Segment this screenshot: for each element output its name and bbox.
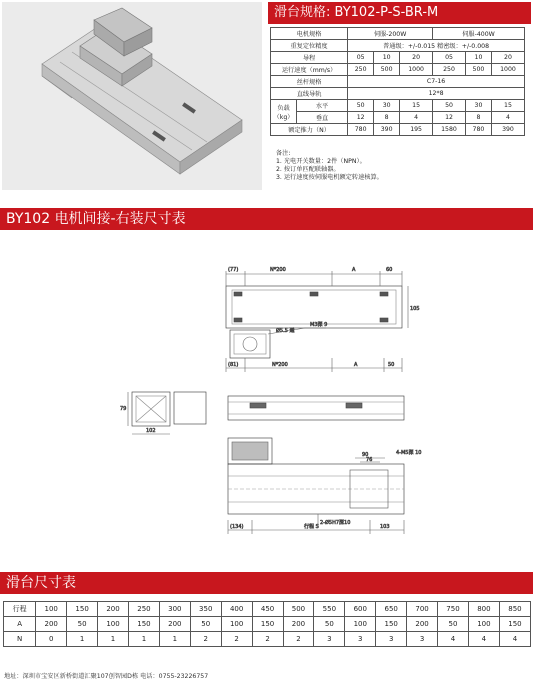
dim-pin: 2-Ø5H7深10 [320, 520, 351, 526]
horizontal-cell: 15 [400, 100, 433, 112]
dim-n200-bottom: N*200 [272, 362, 288, 368]
vertical-cell: 12 [433, 112, 466, 124]
table-cell: 850 [499, 602, 530, 617]
table-cell: 150 [499, 617, 530, 632]
dim-60: 60 [386, 267, 393, 273]
lead-cell: 20 [400, 52, 433, 64]
table-cell: 3 [314, 632, 345, 647]
vertical-cell: 4 [491, 112, 524, 124]
speed-cell: 500 [374, 64, 400, 76]
product-image [2, 2, 262, 190]
table-cell: 150 [67, 602, 98, 617]
table-cell: 100 [36, 602, 67, 617]
vertical-cell: 4 [400, 112, 433, 124]
speed-cell: 250 [348, 64, 374, 76]
speed-cell: 1000 [400, 64, 433, 76]
table-cell: 50 [314, 617, 345, 632]
vertical-label: 垂直 [297, 112, 348, 124]
table-cell: 250 [128, 602, 159, 617]
table-cell: 500 [283, 602, 314, 617]
dim-79: 79 [120, 406, 127, 412]
table-cell: 300 [159, 602, 190, 617]
dim-hole: Ø5.5 通 [276, 328, 295, 334]
horizontal-cell: 30 [465, 100, 491, 112]
note-line: 3. 运行速度按伺服电机额定转速核算。 [276, 174, 383, 181]
technical-drawing [100, 262, 440, 552]
dim-a-top: A [352, 267, 356, 273]
motor-400: 伺服-400W [433, 28, 525, 40]
thrust-cell: 780 [465, 124, 491, 136]
table-cell: 200 [407, 617, 438, 632]
dim-76: 76 [366, 457, 373, 463]
table-cell: 50 [190, 617, 221, 632]
dim-105: 105 [410, 306, 420, 312]
dim-m4: 4-M5深 10 [396, 450, 422, 456]
speed-label: 运行速度（mm/s） [271, 64, 348, 76]
table-cell: 200 [159, 617, 190, 632]
table-cell: 1 [98, 632, 129, 647]
table-cell: 3 [407, 632, 438, 647]
spec-title: 滑台规格: BY102-P-S-BR-M [268, 2, 531, 24]
dim-134: (134) [230, 524, 244, 530]
horizontal-cell: 50 [433, 100, 466, 112]
dim-103: 103 [380, 524, 390, 530]
lead-label: 导程 [271, 52, 348, 64]
table-cell: 3 [376, 632, 407, 647]
table-cell: 100 [98, 617, 129, 632]
horizontal-cell: 30 [374, 100, 400, 112]
table-row-n [4, 632, 531, 647]
table-cell: 200 [98, 602, 129, 617]
table-cell: 450 [252, 602, 283, 617]
section-title-slide-dimensions: 滑台尺寸表 [0, 572, 533, 594]
table-cell: 100 [345, 617, 376, 632]
table-cell: 150 [128, 617, 159, 632]
table-cell: 4 [499, 632, 530, 647]
table-cell: 2 [190, 632, 221, 647]
table-cell: 200 [283, 617, 314, 632]
vertical-cell: 8 [374, 112, 400, 124]
table-cell: 2 [221, 632, 252, 647]
guide-label: 直线导轨 [271, 88, 348, 100]
spec-table [270, 27, 525, 136]
horizontal-label: 水平 [297, 100, 348, 112]
dim-m3: M3深 9 [310, 322, 328, 328]
table-cell: 1 [128, 632, 159, 647]
vertical-cell: 12 [348, 112, 374, 124]
table-cell: 1 [159, 632, 190, 647]
table-row-stroke [4, 602, 531, 617]
footer-contact: 地址：深圳市宝安区新桥街道汇聚107创智园D栋 电话：0755-23226757 [4, 673, 209, 680]
note-line: 2. 按订单匹配联轴器。 [276, 166, 340, 173]
dim-81: (81) [228, 362, 239, 368]
lead-cell: 10 [465, 52, 491, 64]
lead-cell: 05 [348, 52, 374, 64]
screw-value: C7-16 [348, 76, 525, 88]
load-label: 负载（kg） [271, 100, 297, 124]
thrust-cell: 1580 [433, 124, 466, 136]
speed-cell: 1000 [491, 64, 524, 76]
dimension-table [3, 601, 531, 647]
notes-title: 备注: [276, 150, 291, 157]
thrust-cell: 195 [400, 124, 433, 136]
table-cell: 600 [345, 602, 376, 617]
table-cell: 750 [438, 602, 469, 617]
table-cell: 100 [221, 617, 252, 632]
table-cell: 3 [345, 632, 376, 647]
dim-50: 50 [388, 362, 395, 368]
table-cell: 4 [438, 632, 469, 647]
table-cell: 550 [314, 602, 345, 617]
dim-90: 90 [362, 452, 369, 458]
table-cell: 150 [376, 617, 407, 632]
dim-77: (77) [228, 267, 239, 273]
repeat-value: 普通级：+/-0.015 精密级：+/-0.008 [348, 40, 525, 52]
vertical-cell: 8 [465, 112, 491, 124]
horizontal-cell: 50 [348, 100, 374, 112]
table-cell: 0 [36, 632, 67, 647]
table-cell: 200 [36, 617, 67, 632]
table-cell: 50 [438, 617, 469, 632]
lead-cell: 10 [374, 52, 400, 64]
table-cell: 行程 [4, 602, 36, 617]
table-cell: 650 [376, 602, 407, 617]
dim-n200-top: N*200 [270, 267, 286, 273]
lead-cell: 05 [433, 52, 466, 64]
table-cell: 800 [468, 602, 499, 617]
repeat-label: 重复定位精度 [271, 40, 348, 52]
note-line: 1. 光电开关数量：2件（NPN）。 [276, 158, 366, 165]
horizontal-cell: 15 [491, 100, 524, 112]
screw-label: 丝杆规格 [271, 76, 348, 88]
dim-a-bottom: A [354, 362, 358, 368]
table-cell: 150 [252, 617, 283, 632]
table-cell: 350 [190, 602, 221, 617]
thrust-cell: 780 [348, 124, 374, 136]
table-cell: 50 [67, 617, 98, 632]
speed-cell: 500 [465, 64, 491, 76]
dim-102: 102 [146, 428, 156, 434]
table-cell: 100 [468, 617, 499, 632]
thrust-label: 额定推力（N） [271, 124, 348, 136]
lead-cell: 20 [491, 52, 524, 64]
motor-200: 伺服-200W [348, 28, 433, 40]
thrust-cell: 390 [491, 124, 524, 136]
table-cell: 400 [221, 602, 252, 617]
table-row-a [4, 617, 531, 632]
speed-cell: 250 [433, 64, 466, 76]
dim-stroke: 行程 S [304, 524, 319, 530]
section-title-dimensions: BY102 电机间接-右装尺寸表 [0, 208, 533, 230]
table-cell: 700 [407, 602, 438, 617]
table-cell: N [4, 632, 36, 647]
table-cell: A [4, 617, 36, 632]
notes [276, 150, 383, 182]
motor-label: 电机规格 [271, 28, 348, 40]
table-cell: 1 [67, 632, 98, 647]
table-cell: 4 [468, 632, 499, 647]
table-cell: 2 [283, 632, 314, 647]
table-cell: 2 [252, 632, 283, 647]
guide-value: 12*8 [348, 88, 525, 100]
thrust-cell: 390 [374, 124, 400, 136]
